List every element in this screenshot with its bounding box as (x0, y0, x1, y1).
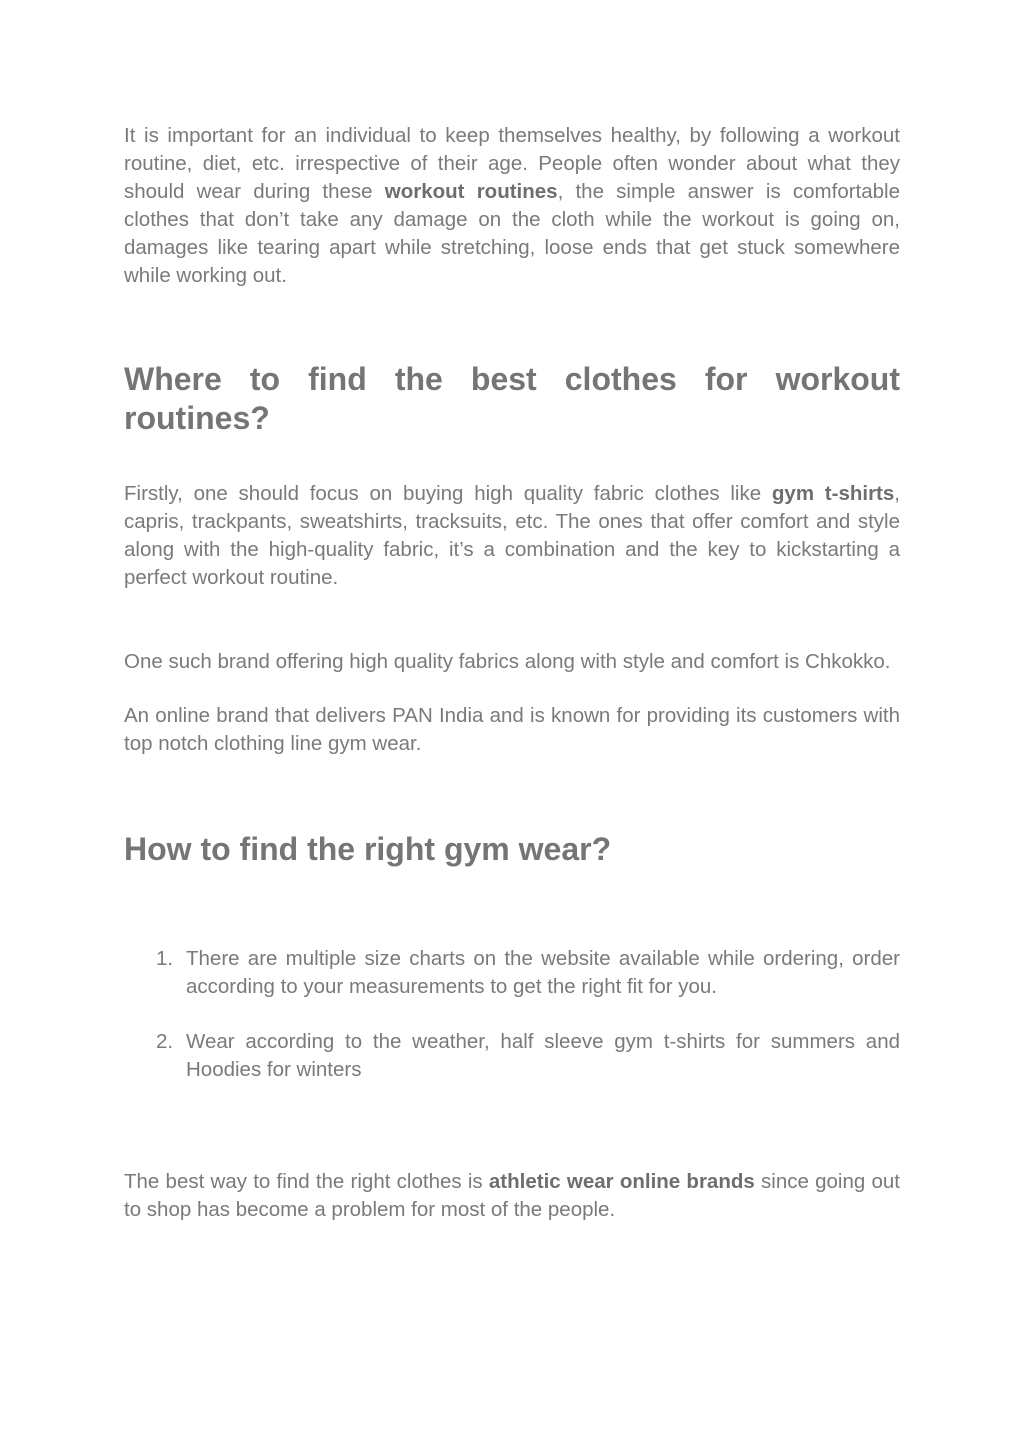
buying-text-start: Firstly, one should focus on buying high quality fabric clothes like (124, 482, 772, 505)
how-to-find-heading: How to find the right gym wear? (124, 831, 612, 867)
gym-tshirts-keyword: gym t-shirts (771, 482, 895, 505)
list-item-text: There are multiple size charts on the website available while ordering, order according to your measurements to get the right fit for you. (186, 947, 900, 998)
conclusion-text-start: The best way to find the right clothes is (124, 1170, 489, 1193)
tips-list (124, 945, 900, 1084)
online-brand-paragraph: An online brand that delivers PAN India and is known for providing its customers with top notch clothing line gym wear. (124, 704, 900, 755)
intro-text-start: It is important for an individual to keep themselves healthy, by following a workout routine, diet, etc. irrespective of their age. People often wonder about what they should wear during these (124, 124, 900, 203)
document-page (124, 122, 900, 1224)
list-item-text: Wear according to the weather, half sleeve gym t-shirts for summers and Hoodies for winters (186, 1030, 900, 1081)
buying-advice-paragraph (124, 480, 900, 592)
where-to-find-heading: Where to find the best clothes for workout routines? (124, 361, 900, 436)
conclusion-paragraph (124, 1168, 900, 1224)
athletic-wear-keyword: athletic wear online brands (488, 1170, 755, 1193)
intro-text-end: , the simple answer is comfortable clothes that don’t take any damage on the cloth while the workout is going on, damages like tearing apart while stretching, loose ends that get stuck somewhere while working out. (124, 180, 900, 287)
conclusion-text-end: since going out to shop has become a problem for most of the people. (124, 1170, 901, 1221)
intro-paragraph (124, 122, 900, 290)
buying-text-end: , capris, trackpants, sweatshirts, tracksuits, etc. The ones that offer comfort and style along with the high-quality fabric, it’s a combination and the key to kickstarting a perfect workout routine. (124, 482, 900, 589)
brand-paragraph: One such brand offering high quality fabrics along with style and comfort is Chkokko. (124, 650, 891, 673)
list-item-number: 1. (156, 947, 174, 970)
list-item (124, 1028, 900, 1084)
workout-routines-keyword: workout routines (384, 180, 558, 203)
list-item-number: 2. (156, 1030, 174, 1053)
list-item (124, 945, 900, 1001)
